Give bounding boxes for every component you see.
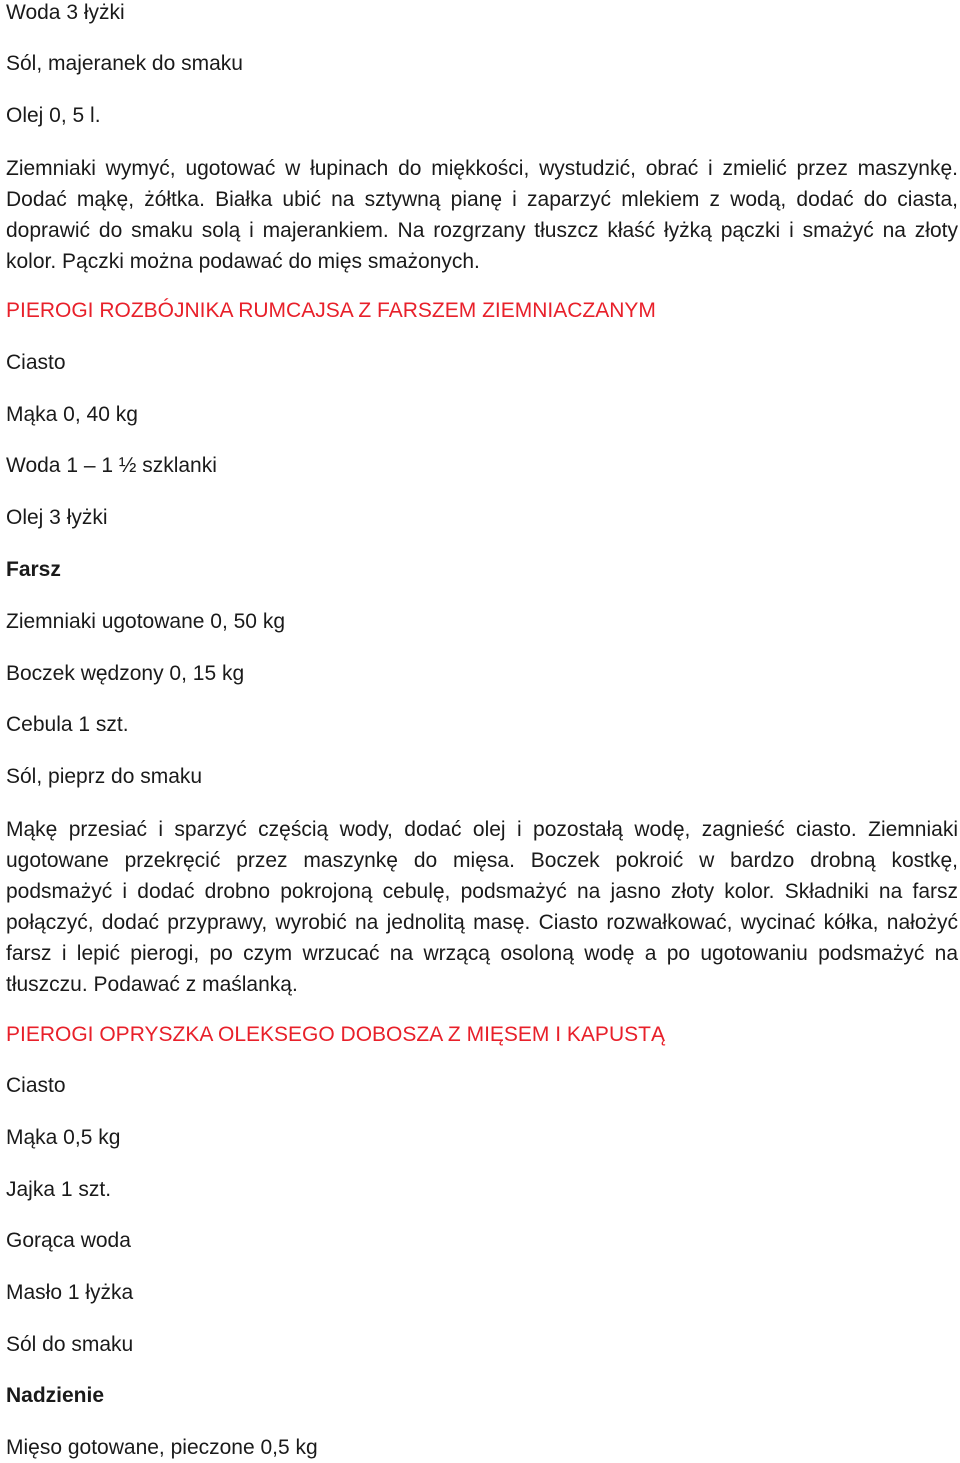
ingredient-line: Woda 3 łyżki [6, 1, 125, 24]
recipe-title: PIEROGI ROZBÓJNIKA RUMCAJSA Z FARSZEM ZIEMNIACZANYM [6, 299, 656, 322]
ingredient-line: Gorąca woda [6, 1229, 131, 1252]
section-label-dough: Ciasto [6, 351, 66, 374]
section-label-dough: Ciasto [6, 1074, 66, 1097]
ingredient-line: Woda 1 – 1 ½ szklanki [6, 454, 217, 477]
method-paragraph: Ziemniaki wymyć, ugotować w łupinach do miękkości, wystudzić, obrać i zmielić przez maszynkę. Dodać mąkę, żółtka. Białka ubić na sztywną pianę i zaparzyć mlekiem z wodą, dodać do ciasta, doprawić do smaku solą i majerankiem. Na rozgrzany tłuszcz kłaść łyżką pączki i smażyć na złoty kolor. Pączki można podawać do mięs smażonych. [6, 157, 958, 273]
ingredient-line: Jajka 1 szt. [6, 1178, 112, 1201]
ingredient-line: Mąka 0, 40 kg [6, 403, 138, 426]
ingredient-line: Sól, pieprz do smaku [6, 765, 203, 788]
ingredient-line: Olej 0, 5 l. [6, 104, 101, 127]
ingredient-line: Masło 1 łyżka [6, 1281, 134, 1304]
section-label-filling: Nadzienie [6, 1384, 105, 1407]
ingredient-line: Mięso gotowane, pieczone 0,5 kg [6, 1436, 318, 1459]
ingredient-line: Sól, majeranek do smaku [6, 52, 243, 75]
method-paragraph: Mąkę przesiać i sparzyć częścią wody, dodać olej i pozostałą wodę, zagnieść ciasto. Ziemniaki ugotowane przekręcić przez maszynkę do mięsa. Boczek pokroić w bardzo drobną kostkę, podsmażyć i dodać drobno pokrojoną cebulę, podsmażyć na jasno złoty kolor. Składniki na farsz połączyć, dodać przyprawy, wyrobić na jednolitą masę. Ciasto rozwałkować, wycinać kółka, nałożyć farsz i lepić pierogi, po czym wrzucać na wrzącą osoloną wodę a po ugotowaniu podsmażyć na tłuszczu. Podawać z maślanką. [6, 818, 958, 996]
ingredient-line: Olej 3 łyżki [6, 506, 108, 529]
section-label-filling: Farsz [6, 558, 61, 581]
ingredient-line: Ziemniaki ugotowane 0, 50 kg [6, 610, 285, 633]
recipe-title: PIEROGI OPRYSZKA OLEKSEGO DOBOSZA Z MIĘSEM I KAPUSTĄ [6, 1023, 665, 1046]
ingredient-line: Cebula 1 szt. [6, 713, 129, 736]
ingredient-line: Mąka 0,5 kg [6, 1126, 121, 1149]
ingredient-line: Boczek wędzony 0, 15 kg [6, 662, 245, 685]
ingredient-line: Sól do smaku [6, 1333, 134, 1356]
